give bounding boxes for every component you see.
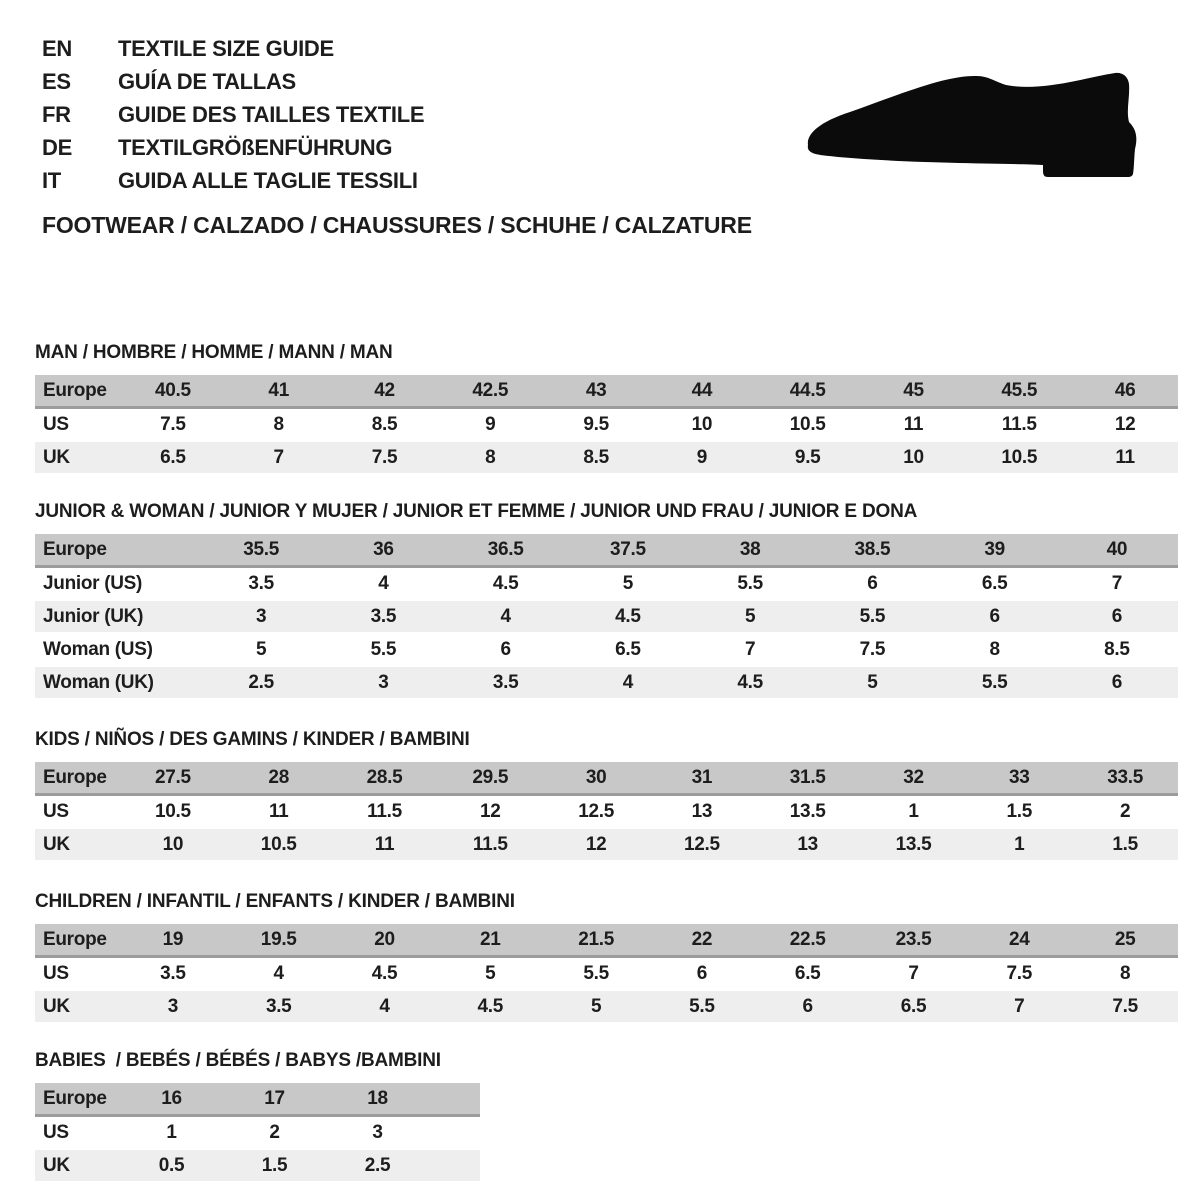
size-cell: 5.5 xyxy=(811,601,933,634)
table-row-europe xyxy=(35,375,1178,409)
size-cell: 8 xyxy=(1072,958,1178,991)
size-cell: 18 xyxy=(326,1083,429,1117)
size-cell: 5 xyxy=(200,634,322,667)
size-cell: 8 xyxy=(437,442,543,475)
section-title: MAN / HOMBRE / HOMME / MANN / MAN xyxy=(35,342,393,363)
size-cell: 6.5 xyxy=(861,991,967,1024)
size-cell: 4 xyxy=(332,991,438,1024)
size-cell: 6.5 xyxy=(120,442,226,475)
table-row-europe xyxy=(35,762,1178,796)
language-title: GUIDE DES TAILLES TEXTILE xyxy=(118,102,425,127)
size-cell: 42 xyxy=(332,375,438,409)
size-cell: 9 xyxy=(437,409,543,442)
size-cell: 25 xyxy=(1072,924,1178,958)
size-cell: 43 xyxy=(543,375,649,409)
size-cell: 6 xyxy=(934,601,1056,634)
section-title: JUNIOR & WOMAN / JUNIOR Y MUJER / JUNIOR ET FEMME / JUNIOR UND FRAU / JUNIOR E DONA xyxy=(35,501,918,522)
size-cell: 17 xyxy=(223,1083,326,1117)
size-cell: 6 xyxy=(755,991,861,1024)
section-man xyxy=(35,343,1178,475)
size-cell: 23.5 xyxy=(861,924,967,958)
table-row-us xyxy=(35,1117,480,1150)
row-label: Junior (US) xyxy=(35,568,200,601)
language-row xyxy=(42,32,1200,65)
language-title: GUIDA ALLE TAGLIE TESSILI xyxy=(118,168,418,193)
size-cell: 2.5 xyxy=(326,1150,429,1183)
size-cell: 3.5 xyxy=(226,991,332,1024)
filler-cell xyxy=(429,1083,480,1117)
size-cell: 6 xyxy=(445,634,567,667)
size-cell: 31 xyxy=(649,762,755,796)
category-line: FOOTWEAR / CALZADO / CHAUSSURES / SCHUHE / CALZATURE xyxy=(42,212,752,238)
size-cell: 28 xyxy=(226,762,332,796)
size-cell: 35.5 xyxy=(200,534,322,568)
size-cell: 3 xyxy=(200,601,322,634)
size-cell: 4 xyxy=(567,667,689,700)
size-cell: 5.5 xyxy=(543,958,649,991)
table-row-us xyxy=(35,796,1178,829)
size-cell: 39 xyxy=(934,534,1056,568)
size-table-babies xyxy=(35,1083,480,1183)
section-title: BABIES / BEBÉS / BÉBÉS / BABYS /BAMBINI xyxy=(35,1050,441,1071)
size-cell: 3 xyxy=(322,667,444,700)
size-cell: 12 xyxy=(543,829,649,862)
language-code: ES xyxy=(42,69,71,94)
size-cell: 32 xyxy=(861,762,967,796)
size-cell: 27.5 xyxy=(120,762,226,796)
size-cell: 10.5 xyxy=(755,409,861,442)
size-cell: 44 xyxy=(649,375,755,409)
size-cell: 33.5 xyxy=(1072,762,1178,796)
section-title: KIDS / NIÑOS / DES GAMINS / KINDER / BAMBINI xyxy=(35,729,470,750)
size-cell: 4.5 xyxy=(332,958,438,991)
size-cell: 1 xyxy=(966,829,1072,862)
size-cell: 6 xyxy=(1056,667,1178,700)
size-cell: 37.5 xyxy=(567,534,689,568)
size-cell: 16 xyxy=(120,1083,223,1117)
size-cell: 10 xyxy=(649,409,755,442)
size-cell: 7.5 xyxy=(1072,991,1178,1024)
size-cell: 21.5 xyxy=(543,924,649,958)
size-cell: 11.5 xyxy=(437,829,543,862)
size-cell: 36.5 xyxy=(445,534,567,568)
size-cell: 5.5 xyxy=(649,991,755,1024)
table-row-europe xyxy=(35,534,1178,568)
size-cell: 12.5 xyxy=(543,796,649,829)
table-row-woman-uk- xyxy=(35,667,1178,700)
size-cell: 7 xyxy=(226,442,332,475)
size-cell: 7 xyxy=(1056,568,1178,601)
table-row-us xyxy=(35,409,1178,442)
row-label: US xyxy=(35,958,120,991)
size-cell: 44.5 xyxy=(755,375,861,409)
size-cell: 9.5 xyxy=(543,409,649,442)
size-cell: 12.5 xyxy=(649,829,755,862)
size-cell: 6 xyxy=(811,568,933,601)
section-junior_woman xyxy=(35,502,1178,700)
size-table-junior_woman xyxy=(35,534,1178,700)
size-cell: 5 xyxy=(811,667,933,700)
size-cell: 3.5 xyxy=(445,667,567,700)
size-cell: 3 xyxy=(120,991,226,1024)
shoe-icon xyxy=(798,64,1140,182)
size-cell: 4.5 xyxy=(445,568,567,601)
size-cell: 31.5 xyxy=(755,762,861,796)
table-row-europe xyxy=(35,924,1178,958)
size-cell: 11 xyxy=(332,829,438,862)
size-cell: 10 xyxy=(861,442,967,475)
size-cell: 8 xyxy=(226,409,332,442)
size-cell: 7 xyxy=(966,991,1072,1024)
size-cell: 29.5 xyxy=(437,762,543,796)
size-tables-area xyxy=(35,343,1178,1183)
size-cell: 2.5 xyxy=(200,667,322,700)
size-cell: 10.5 xyxy=(966,442,1072,475)
table-row-junior-uk- xyxy=(35,601,1178,634)
row-label: UK xyxy=(35,991,120,1024)
size-cell: 8.5 xyxy=(543,442,649,475)
section-babies xyxy=(35,1051,1178,1183)
size-cell: 10 xyxy=(120,829,226,862)
size-cell: 40 xyxy=(1056,534,1178,568)
size-cell: 11 xyxy=(226,796,332,829)
filler-cell xyxy=(429,1150,480,1183)
size-cell: 11 xyxy=(861,409,967,442)
size-cell: 46 xyxy=(1072,375,1178,409)
row-label: Europe xyxy=(35,1083,120,1117)
size-cell: 5 xyxy=(543,991,649,1024)
size-cell: 28.5 xyxy=(332,762,438,796)
size-cell: 7.5 xyxy=(120,409,226,442)
size-cell: 8 xyxy=(934,634,1056,667)
size-cell: 10.5 xyxy=(120,796,226,829)
row-label: Europe xyxy=(35,375,120,409)
section-children xyxy=(35,892,1178,1024)
size-cell: 3.5 xyxy=(200,568,322,601)
size-cell: 7 xyxy=(861,958,967,991)
size-cell: 4 xyxy=(226,958,332,991)
row-label: Junior (UK) xyxy=(35,601,200,634)
size-cell: 33 xyxy=(966,762,1072,796)
size-cell: 12 xyxy=(1072,409,1178,442)
size-cell: 7.5 xyxy=(811,634,933,667)
size-cell: 13.5 xyxy=(755,796,861,829)
size-cell: 6 xyxy=(649,958,755,991)
row-label: UK xyxy=(35,829,120,862)
language-title: TEXTILGRÖßENFÜHRUNG xyxy=(118,135,393,160)
size-cell: 10.5 xyxy=(226,829,332,862)
size-cell: 22 xyxy=(649,924,755,958)
size-cell: 2 xyxy=(1072,796,1178,829)
language-title: GUÍA DE TALLAS xyxy=(118,69,296,94)
filler-cell xyxy=(429,1117,480,1150)
size-cell: 6.5 xyxy=(567,634,689,667)
language-code: DE xyxy=(42,135,72,160)
size-cell: 45.5 xyxy=(966,375,1072,409)
size-cell: 1.5 xyxy=(1072,829,1178,862)
size-table-man xyxy=(35,375,1178,475)
language-code: EN xyxy=(42,36,72,61)
size-cell: 4.5 xyxy=(437,991,543,1024)
size-cell: 41 xyxy=(226,375,332,409)
size-cell: 5 xyxy=(437,958,543,991)
size-cell: 11.5 xyxy=(966,409,1072,442)
size-cell: 2 xyxy=(223,1117,326,1150)
size-cell: 45 xyxy=(861,375,967,409)
size-cell: 5 xyxy=(689,601,811,634)
size-cell: 42.5 xyxy=(437,375,543,409)
row-label: Woman (US) xyxy=(35,634,200,667)
size-cell: 5 xyxy=(567,568,689,601)
size-cell: 7 xyxy=(689,634,811,667)
size-cell: 13 xyxy=(649,796,755,829)
size-cell: 36 xyxy=(322,534,444,568)
table-row-uk xyxy=(35,829,1178,862)
language-title: TEXTILE SIZE GUIDE xyxy=(118,36,334,61)
section-kids xyxy=(35,730,1178,862)
size-cell: 19.5 xyxy=(226,924,332,958)
size-cell: 11.5 xyxy=(332,796,438,829)
row-label: Europe xyxy=(35,924,120,958)
size-cell: 21 xyxy=(437,924,543,958)
size-cell: 30 xyxy=(543,762,649,796)
size-cell: 3 xyxy=(326,1117,429,1150)
table-row-europe xyxy=(35,1083,480,1117)
size-cell: 3.5 xyxy=(322,601,444,634)
size-cell: 9 xyxy=(649,442,755,475)
size-cell: 6.5 xyxy=(755,958,861,991)
row-label: UK xyxy=(35,1150,120,1183)
size-cell: 4 xyxy=(322,568,444,601)
size-cell: 13.5 xyxy=(861,829,967,862)
size-cell: 40.5 xyxy=(120,375,226,409)
row-label: Woman (UK) xyxy=(35,667,200,700)
size-cell: 7.5 xyxy=(332,442,438,475)
size-cell: 13 xyxy=(755,829,861,862)
row-label: Europe xyxy=(35,762,120,796)
size-cell: 4.5 xyxy=(689,667,811,700)
table-row-uk xyxy=(35,991,1178,1024)
size-cell: 22.5 xyxy=(755,924,861,958)
table-row-uk xyxy=(35,442,1178,475)
size-cell: 38.5 xyxy=(811,534,933,568)
size-cell: 6.5 xyxy=(934,568,1056,601)
size-cell: 38 xyxy=(689,534,811,568)
row-label: US xyxy=(35,1117,120,1150)
row-label: UK xyxy=(35,442,120,475)
size-cell: 5.5 xyxy=(689,568,811,601)
table-row-us xyxy=(35,958,1178,991)
size-table-children xyxy=(35,924,1178,1024)
size-cell: 12 xyxy=(437,796,543,829)
size-cell: 0.5 xyxy=(120,1150,223,1183)
size-cell: 8.5 xyxy=(332,409,438,442)
size-cell: 4 xyxy=(445,601,567,634)
size-cell: 5.5 xyxy=(322,634,444,667)
size-cell: 9.5 xyxy=(755,442,861,475)
size-cell: 8.5 xyxy=(1056,634,1178,667)
language-code: IT xyxy=(42,168,61,193)
language-code: FR xyxy=(42,102,71,127)
size-cell: 19 xyxy=(120,924,226,958)
size-cell: 20 xyxy=(332,924,438,958)
size-cell: 1.5 xyxy=(223,1150,326,1183)
table-row-uk xyxy=(35,1150,480,1183)
size-cell: 1 xyxy=(861,796,967,829)
size-table-kids xyxy=(35,762,1178,862)
row-label: Europe xyxy=(35,534,200,568)
size-cell: 6 xyxy=(1056,601,1178,634)
section-title: CHILDREN / INFANTIL / ENFANTS / KINDER / BAMBINI xyxy=(35,891,515,912)
row-label: US xyxy=(35,796,120,829)
row-label: US xyxy=(35,409,120,442)
size-cell: 5.5 xyxy=(934,667,1056,700)
size-cell: 3.5 xyxy=(120,958,226,991)
size-cell: 1.5 xyxy=(966,796,1072,829)
table-row-woman-us- xyxy=(35,634,1178,667)
size-cell: 1 xyxy=(120,1117,223,1150)
size-cell: 24 xyxy=(966,924,1072,958)
size-cell: 4.5 xyxy=(567,601,689,634)
table-row-junior-us- xyxy=(35,568,1178,601)
size-cell: 11 xyxy=(1072,442,1178,475)
size-cell: 7.5 xyxy=(966,958,1072,991)
